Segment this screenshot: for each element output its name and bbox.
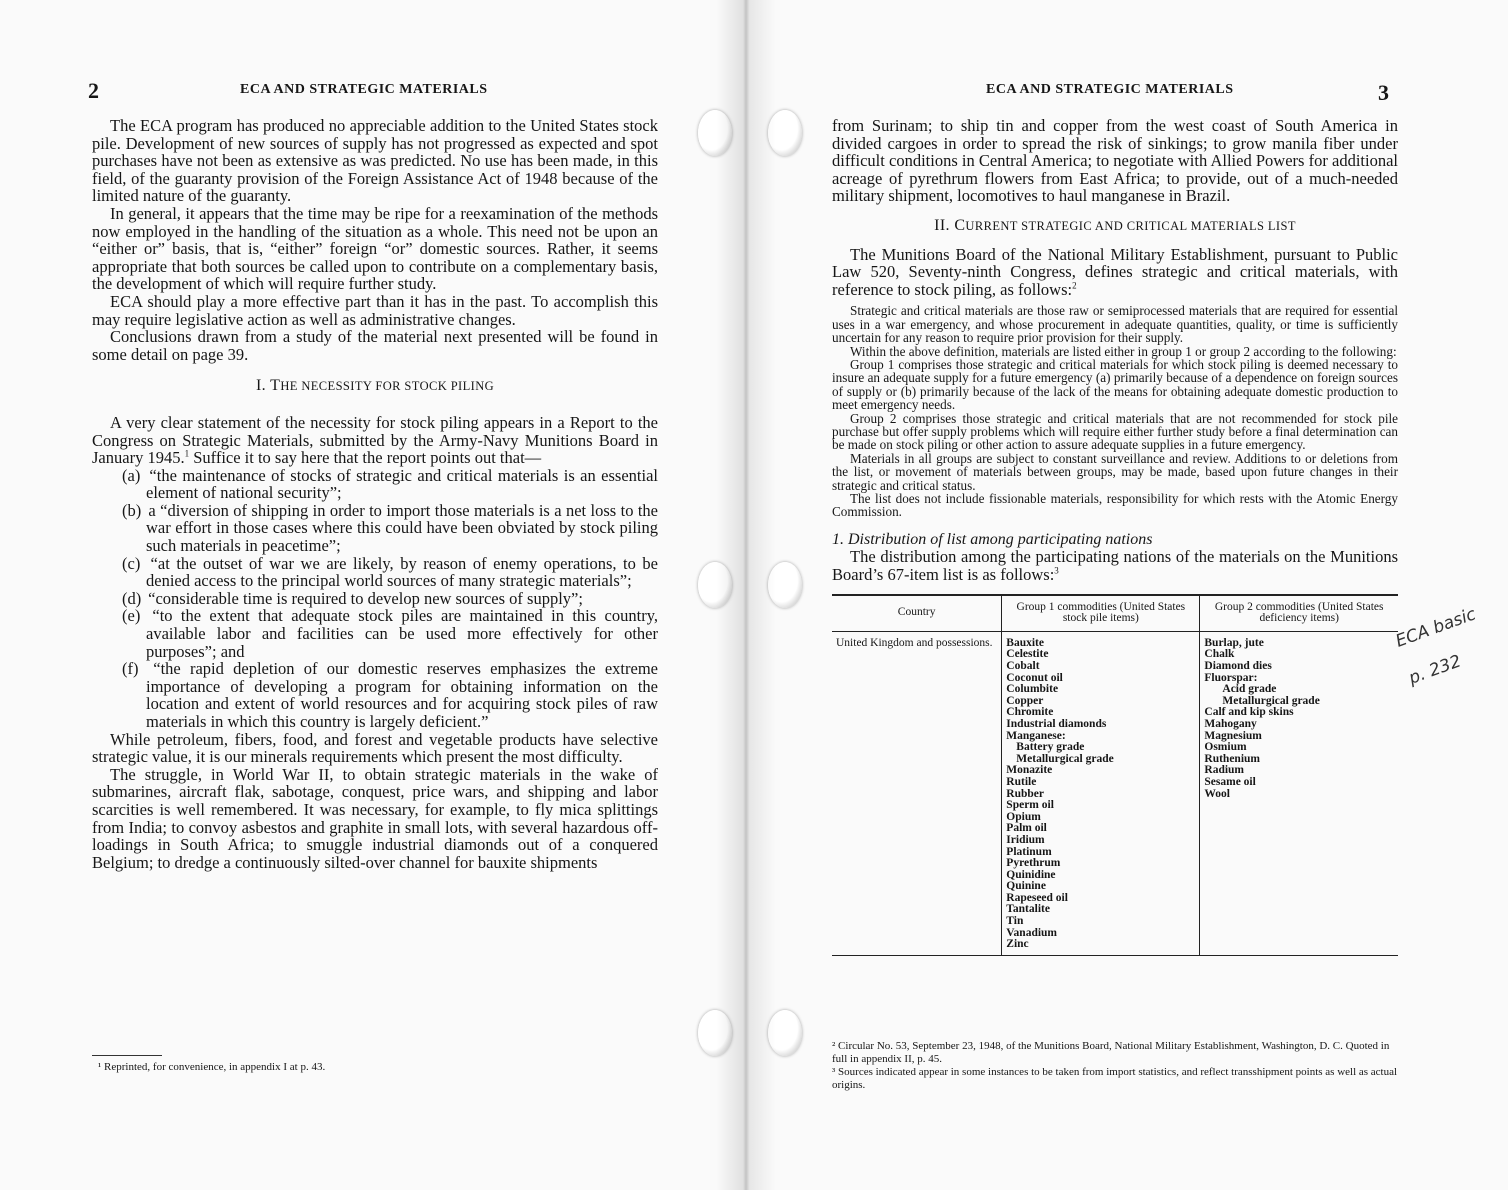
definition-paragraph: Group 1 comprises those strategic and critical materials for which stock piling is deemed necessary to insure an adequate supply for a future emergency (a) primarily because of a dependence on foreign sources of supply or (b) primarily because of the lack of the means for obtaining adequate domestic production to meet emergency needs. <box>832 356 1398 413</box>
commodity-item: Rutile <box>1006 775 1037 788</box>
commodity-item: Fluorspar: <box>1204 671 1258 684</box>
footnote-1: ¹ Reprinted, for convenience, in appendix I at p. 43. <box>98 1061 326 1073</box>
commodity-item: Radium <box>1204 764 1245 777</box>
paragraph: Conclusions drawn from a study of the material next presented will be found in some detail on page 39. <box>92 327 658 364</box>
commodity-item: Platinum <box>1006 845 1052 858</box>
definition-paragraph: The list does not include fissionable materials, responsibility for which rests with the Atomic Energy Commission. <box>832 491 1398 520</box>
commodity-item: Metallurgical grade <box>1016 752 1114 765</box>
country-cell: United Kingdom and possessions. <box>832 631 1002 955</box>
subheading: 1. Distribution of list among participating nations <box>832 530 1153 548</box>
paragraph-text: A very clear statement of the necessity for stock piling appears in a Report to the Congress on Strategic Materials, submitted by the Army-Navy Munitions Board in January 1945. <box>92 412 658 468</box>
commodity-item: Sesame oil <box>1204 775 1256 788</box>
handwritten-note-line1: ECA basic <box>1393 604 1479 652</box>
commodity-item: Wool <box>1204 787 1230 800</box>
footnote-ref: 3 <box>1054 565 1059 576</box>
commodity-item: Rapeseed oil <box>1006 891 1068 904</box>
quote-text: “to the extent that adequate stock piles are maintained in this country, available labor and facilities can be used more effectively for other purposes”; and <box>146 606 658 661</box>
commodity-item: Coconut oil <box>1006 671 1063 684</box>
commodity-item: Cobalt <box>1006 660 1040 672</box>
quote-item <box>92 555 658 590</box>
left-page <box>0 0 744 1190</box>
commodity-item: Vanadium <box>1006 926 1058 939</box>
commodity-item: Chromite <box>1006 706 1054 719</box>
column-header: Group 1 commodities (United States stock pile items) <box>1002 595 1200 632</box>
footnote-2: ² Circular No. 53, September 23, 1948, of the Munitions Board, National Military Establishment, Washington, D. C. Quoted in full in appendix II, p. 45. <box>832 1040 1390 1065</box>
commodity-item: Chalk <box>1204 648 1235 661</box>
commodity-item: Palm oil <box>1006 822 1047 835</box>
commodity-item: Copper <box>1006 694 1044 707</box>
right-body-text <box>832 117 1398 956</box>
commodity-item: Battery grade <box>1016 741 1085 754</box>
commodity-item: Columbite <box>1006 683 1059 696</box>
commodity-item: Osmium <box>1204 741 1247 754</box>
handwritten-note-line2: p. 232 <box>1406 651 1464 689</box>
footnote-rule <box>92 1055 162 1056</box>
quote-tag: (d) <box>122 588 142 608</box>
right-page <box>744 0 1508 1190</box>
commodity-item: Ruthenium <box>1204 752 1260 765</box>
paragraph-text: The Munitions Board of the National Military Establishment, pursuant to Public Law 520, Seventy-ninth Congress, defines strategic and critical materials, with reference to stock piling, as follows: <box>832 244 1398 299</box>
table-header-row <box>832 595 1398 632</box>
paragraph: from Surinam; to ship tin and copper from the west coast of South America in divided cargoes in order to spread the risk of sinkings; to grow manila fiber under difficult conditions in Central America; to negotiate with Allied Powers for additional acreage of pyrethrum flowers from East Africa; to provide, out of a much-needed military shipment, locomotives to haul manganese in Brazil. <box>832 116 1398 206</box>
definition-paragraph: Strategic and critical materials are those raw or semiprocessed materials that are required for essential uses in a war emergency, and whose procurement in adequate quantities, quality, or time is sufficiently uncertain for any reason to require prior provision for their supply. <box>832 303 1398 346</box>
quote-tag: (b) <box>122 500 142 520</box>
commodity-item: Manganese: <box>1006 729 1066 742</box>
quote-item <box>92 607 658 660</box>
paragraph <box>92 414 658 467</box>
commodity-item: Mahogany <box>1204 717 1257 730</box>
commodity-item: Quinidine <box>1006 868 1056 881</box>
section-heading-2 <box>832 217 1398 236</box>
quote-tag: (c) <box>122 553 141 573</box>
book-gutter-shadow <box>716 0 776 1190</box>
quote-item <box>92 590 658 608</box>
paragraph: ECA should play a more effective part than it has in the past. To accomplish this may require legislative action as well as administrative changes. <box>92 291 658 329</box>
definition-block <box>832 304 1398 519</box>
commodity-item: Rubber <box>1006 787 1044 800</box>
footnote-ref: 2 <box>1072 280 1077 291</box>
commodity-item: Industrial diamonds <box>1006 717 1107 730</box>
quote-tag: (e) <box>122 606 141 626</box>
left-body-text <box>92 117 658 871</box>
definition-paragraph: Within the above definition, materials are listed either in group 1 or group 2 according to the following: <box>850 343 1397 359</box>
commodity-item: Burlap, jute <box>1204 636 1264 649</box>
definition-paragraph: Group 2 comprises those strategic and critical materials that are not recommended for stock pile purchase but offer supply problems which will require either further study before a final determination can be made on stock piling or other action to assure adequate supplies in a future emergency. <box>832 410 1398 453</box>
column-header: Group 2 commodities (United States deficiency items) <box>1200 595 1398 632</box>
section-heading-1 <box>92 377 658 396</box>
heading-rest: HE NECESSITY FOR STOCK PILING <box>280 379 495 394</box>
distribution-table <box>832 594 1398 956</box>
quote-list <box>92 467 658 731</box>
commodity-item: Monazite <box>1006 764 1053 777</box>
group2-cell <box>1200 631 1398 955</box>
commodity-item: Iridium <box>1006 833 1045 846</box>
paragraph-text: The distribution among the participating nations of the materials on the Munitions Board’s 67-item list is as follows: <box>832 547 1398 585</box>
commodity-item: Diamond dies <box>1204 660 1272 672</box>
quote-text: “the rapid depletion of our domestic reserves emphasizes the extreme importance of developing a program for obtaining information on the location and extent of world resources and for acquiring stock piles of raw materials in which this country is largely deficient.” <box>146 659 658 731</box>
commodity-item: Magnesium <box>1204 729 1262 742</box>
running-head-left: ECA AND STRATEGIC MATERIALS <box>240 82 488 97</box>
quote-text: a “diversion of shipping in order to import those materials is a net loss to the war effort in those cases where this could have been obviated by stock piling such materials in peacetime”; <box>146 500 659 556</box>
commodity-item: Quinine <box>1006 880 1046 893</box>
quote-text: “considerable time is required to develop new sources of supply”; <box>148 588 583 608</box>
footnote-3: ³ Sources indicated appear in some instances to be taken from import statistics, and reflect transshipment points as well as actual origins. <box>832 1066 1398 1091</box>
quote-item <box>92 660 658 730</box>
heading-prefix: I. T <box>255 377 281 395</box>
commodity-item: Metallurgical grade <box>1222 694 1320 707</box>
quote-tag: (f) <box>122 659 139 679</box>
heading-prefix: II. C <box>934 216 966 234</box>
quote-text: “at the outset of war we are likely, by reason of enemy operations, to be denied access to the principal world sources of many strategic materials”; <box>146 553 659 591</box>
footnote-ref: 1 <box>184 448 190 459</box>
commodity-item: Tin <box>1006 915 1024 928</box>
commodity-item: Tantalite <box>1006 903 1050 916</box>
page-number-left: 2 <box>88 78 99 103</box>
paragraph <box>832 246 1398 299</box>
distribution-table-wrap <box>832 594 1398 956</box>
quote-item <box>92 467 658 502</box>
paragraph: In general, it appears that the time may be ripe for a reexamination of the methods now employed in the handling of the situation as a whole. This need not be upon an “either or” basis, that is, “either” foreign “or” domestic sources. Rather, it seems appropriate that both sources be called upon to contribute on a complementary basis, the development of which will require further study. <box>92 203 658 294</box>
column-header: Country <box>832 595 1002 632</box>
paragraph: While petroleum, fibers, food, and forest and vegetable products have selective strategic value, it is our minerals requirements which present the most difficulty. <box>92 729 658 767</box>
commodity-item: Sperm oil <box>1006 799 1054 812</box>
paragraph: The ECA program has produced no appreciable addition to the United States stock pile. Development of new sources of supply has not progressed as expected and spot purchases have not been as extensive as was predicted. No use has been made, in this field, of the guaranty provision of the Foreign Assistance Act of 1948 because of the limited nature of the guaranty. <box>92 116 658 206</box>
commodity-item: Celestite <box>1006 648 1049 661</box>
commodity-item: Calf and kip skins <box>1204 706 1294 719</box>
paragraph <box>832 548 1398 583</box>
paragraph: The struggle, in World War II, to obtain strategic materials in the wake of submarines, aircraft flak, sabotage, conquest, price wars, and shipping and labor scarcities is well remembered. It was necessary, for example, to fly mica splittings from India; to convoy asbestos and graphite in small lots, with several hazardous off-loadings in South Africa; to smuggle industrial diamonds out of a conquered Belgium; to dredge a continuously silted-over channel for bauxite shipments <box>92 764 658 872</box>
quote-tag: (a) <box>122 465 141 485</box>
running-head-right: ECA AND STRATEGIC MATERIALS <box>986 82 1234 97</box>
page-number-right: 3 <box>1378 80 1389 105</box>
heading-rest: URRENT STRATEGIC AND CRITICAL MATERIALS LIST <box>965 218 1296 233</box>
commodity-item: Bauxite <box>1006 636 1044 649</box>
commodity-item: Zinc <box>1006 938 1029 951</box>
quote-item <box>92 502 658 555</box>
quote-text: “the maintenance of stocks of strategic and critical materials is an essential element of national security”; <box>146 465 658 503</box>
group1-cell <box>1002 631 1200 955</box>
definition-paragraph: Materials in all groups are subject to constant surveillance and review. Additions to or deletions from the list, or movement of materials between groups, may be made, based upon future changes in their strategic and critical status. <box>832 450 1398 493</box>
table-row <box>832 631 1398 955</box>
paragraph-text: Suffice it to say here that the report points out that— <box>189 448 542 468</box>
commodity-item: Acid grade <box>1222 683 1277 696</box>
commodity-item: Opium <box>1006 810 1041 823</box>
commodity-item: Pyrethrum <box>1006 857 1061 870</box>
